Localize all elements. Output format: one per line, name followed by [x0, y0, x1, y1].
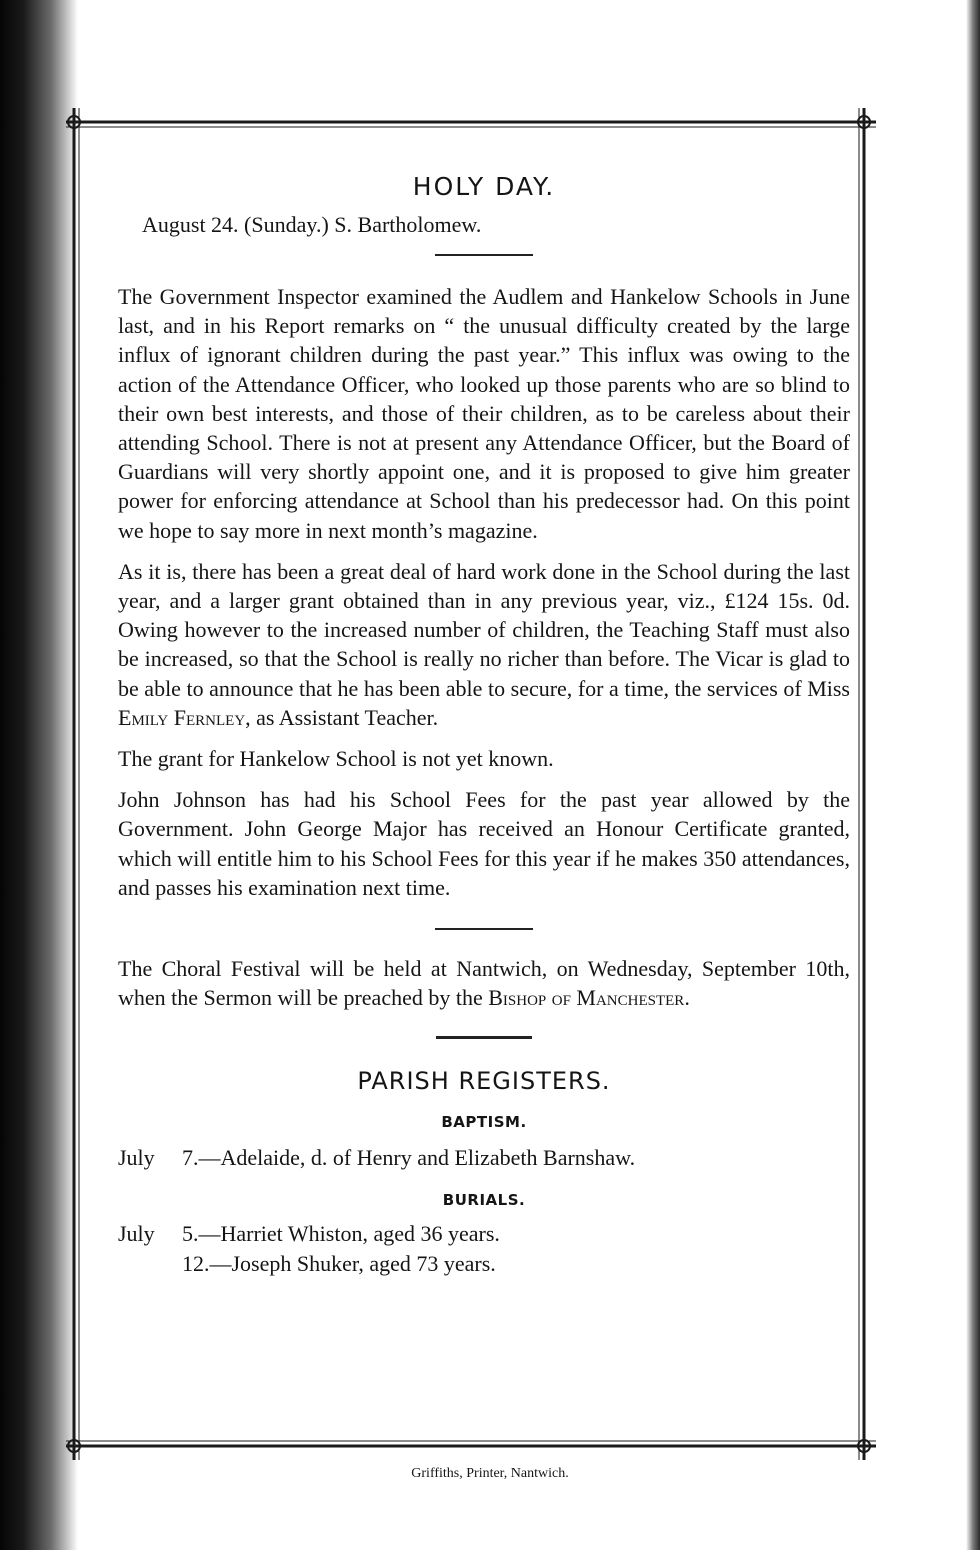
choral-festival-paragraph	[118, 954, 850, 1012]
section-divider	[435, 928, 533, 930]
printer-imprint: Griffiths, Printer, Nantwich.	[411, 1466, 569, 1481]
school-inspection-paragraph: The Government Inspector examined the Audlem and Hankelow Schools in June last, and in his Report remarks on “ the unusual difficulty created by the large influx of ignorant children during the past year.” This influx was owing to the action of the Attendance Officer, who looked up those parents who are so blind to their own best interests, and those of their children, as to be careless about their attending School. There is not at present any Attendance Officer, but the Board of Guardians will very shortly appoint one, and it is proposed to give him greater power for enforcing attendance at School than his predecessor had. On this point we hope to say more in next month’s magazine.	[118, 284, 850, 543]
parish-registers-heading: PARISH REGISTERS.	[357, 1067, 611, 1096]
choral-festival-text: The Choral Festival will be held at Nantwich, on Wednesday, September 10th, when the Sermon will be preached by the	[118, 956, 850, 1011]
section-divider	[436, 1036, 532, 1039]
preacher-name: Bishop of Manchester	[488, 985, 685, 1011]
entry-text: 5.—Harriet Whiston, aged 36 years.	[182, 1221, 500, 1247]
school-grant-paragraph	[118, 557, 850, 732]
school-grant-tail: , as Assistant Teacher.	[245, 704, 439, 730]
section-divider	[435, 254, 533, 256]
school-fees-paragraph: John Johnson has had his School Fees for the past year allowed by the Government. John George Major has received an Honour Certificate granted, which will entitle him to his School Fees for this year if he makes 350 attendances, and passes his examination next time.	[118, 787, 850, 900]
holy-day-heading: HOLY DAY.	[412, 172, 556, 201]
baptism-heading: BAPTISM.	[441, 1113, 527, 1132]
entry-text: 12.—Joseph Shuker, aged 73 years.	[182, 1251, 496, 1277]
entry-month: July	[118, 1221, 155, 1247]
register-entry	[118, 1249, 850, 1279]
entry-text: 7.—Adelaide, d. of Henry and Elizabeth Barnshaw.	[182, 1145, 636, 1171]
choral-festival-tail: .	[684, 985, 690, 1011]
page-content	[118, 150, 850, 1279]
burials-heading: BURIALS.	[442, 1191, 526, 1210]
holy-day-date: August 24. (Sunday.) S. Bartholomew.	[142, 212, 482, 237]
scan-page-edge	[966, 0, 980, 1550]
entry-month: July	[118, 1145, 155, 1171]
register-entry	[118, 1219, 850, 1249]
teacher-name: Emily Fernley	[118, 704, 246, 730]
hankelow-grant-paragraph: The grant for Hankelow School is not yet known.	[118, 746, 554, 772]
school-grant-text: As it is, there has been a great deal of hard work done in the School during the last year, and a larger grant obtained than in any previous year, viz., £124 15s. 0d. Owing however to the increased number of children, the Teaching Staff must also be increased, so that the School is really no richer than before. The Vicar is glad to be able to announce that he has been able to secure, for a time, the services of Miss	[118, 558, 850, 701]
register-entry	[118, 1143, 850, 1173]
